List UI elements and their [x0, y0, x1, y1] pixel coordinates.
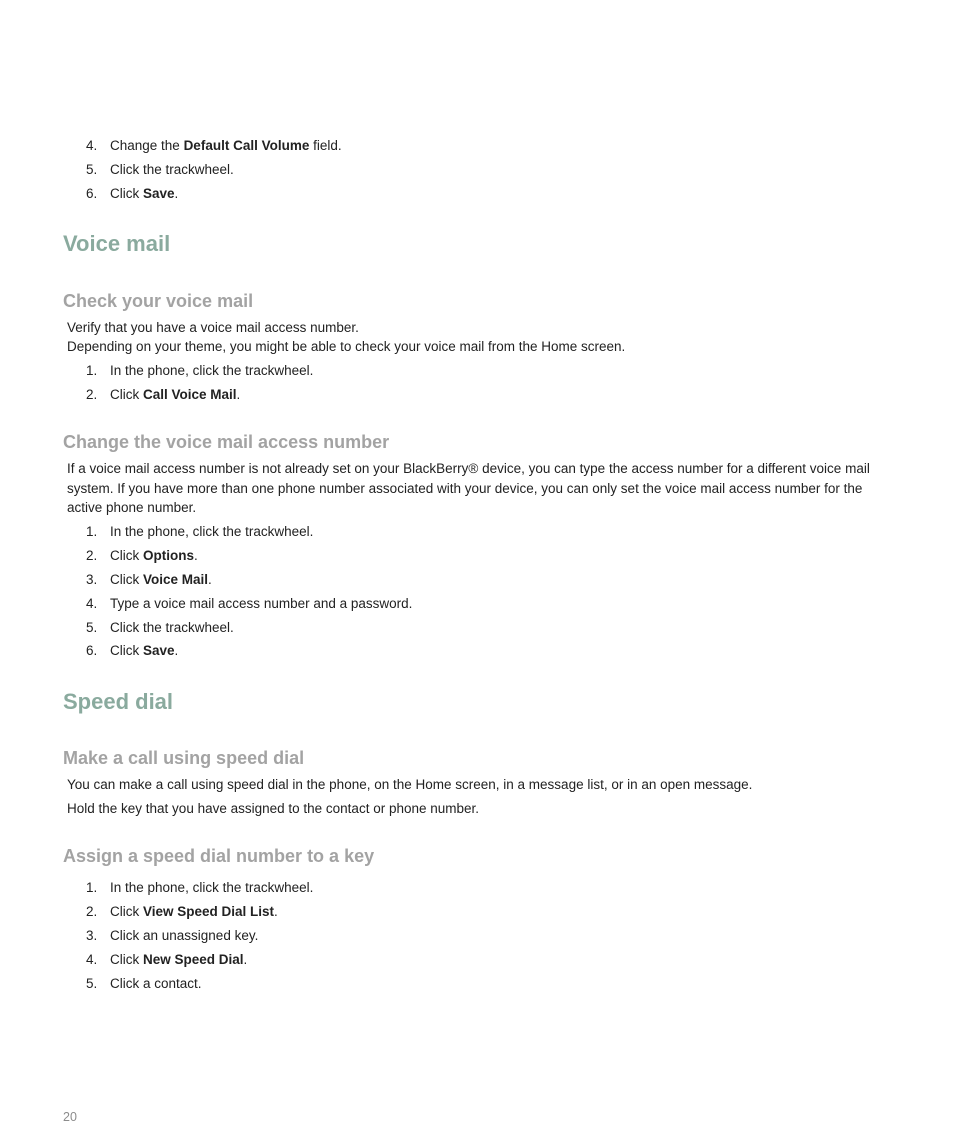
page-number: 20	[63, 1110, 77, 1124]
subheading-check-voice-mail: Check your voice mail	[63, 291, 254, 311]
list-item: 1. In the phone, click the trackwheel.	[86, 880, 314, 895]
list-item: 5. Click the trackwheel.	[86, 162, 234, 177]
paragraph: Verify that you have a voice mail access number.	[67, 320, 359, 335]
section-heading-voice-mail: Voice mail	[63, 231, 171, 256]
subheading-change-access-number: Change the voice mail access number	[63, 432, 390, 452]
list-item: 6. Click Save.	[86, 643, 179, 658]
list-item: 4. Click New Speed Dial.	[86, 952, 248, 967]
paragraph: Hold the key that you have assigned to the contact or phone number.	[67, 801, 480, 816]
section-heading-speed-dial: Speed dial	[63, 689, 174, 714]
list-item: 5. Click a contact.	[86, 976, 202, 991]
paragraph: You can make a call using speed dial in the phone, on the Home screen, in a message list, or in an open message.	[67, 777, 753, 792]
paragraph: Depending on your theme, you might be able to check your voice mail from the Home screen.	[67, 339, 626, 354]
subheading-make-call-speed-dial: Make a call using speed dial	[63, 748, 305, 768]
list-item: 6. Click Save.	[86, 186, 179, 201]
subheading-assign-speed-dial: Assign a speed dial number to a key	[63, 846, 375, 866]
list-item: 2. Click View Speed Dial List.	[86, 904, 278, 919]
list-item: 4. Type a voice mail access number and a password.	[86, 596, 413, 611]
paragraph: If a voice mail access number is not already set on your BlackBerry® device, you can type the access number for a different voice mail system. If you have more than one phone number associated with your device, you can only set the voice mail access number for the active phone number.	[67, 461, 870, 515]
list-item: 3. Click an unassigned key.	[86, 928, 259, 943]
list-item: 2. Click Options.	[86, 548, 198, 563]
list-item: 1. In the phone, click the trackwheel.	[86, 524, 314, 539]
list-item: 3. Click Voice Mail.	[86, 572, 212, 587]
list-item: 4. Change the Default Call Volume field.	[86, 138, 342, 153]
list-item: 2. Click Call Voice Mail.	[86, 387, 241, 402]
list-item: 1. In the phone, click the trackwheel.	[86, 363, 314, 378]
list-item: 5. Click the trackwheel.	[86, 620, 234, 635]
